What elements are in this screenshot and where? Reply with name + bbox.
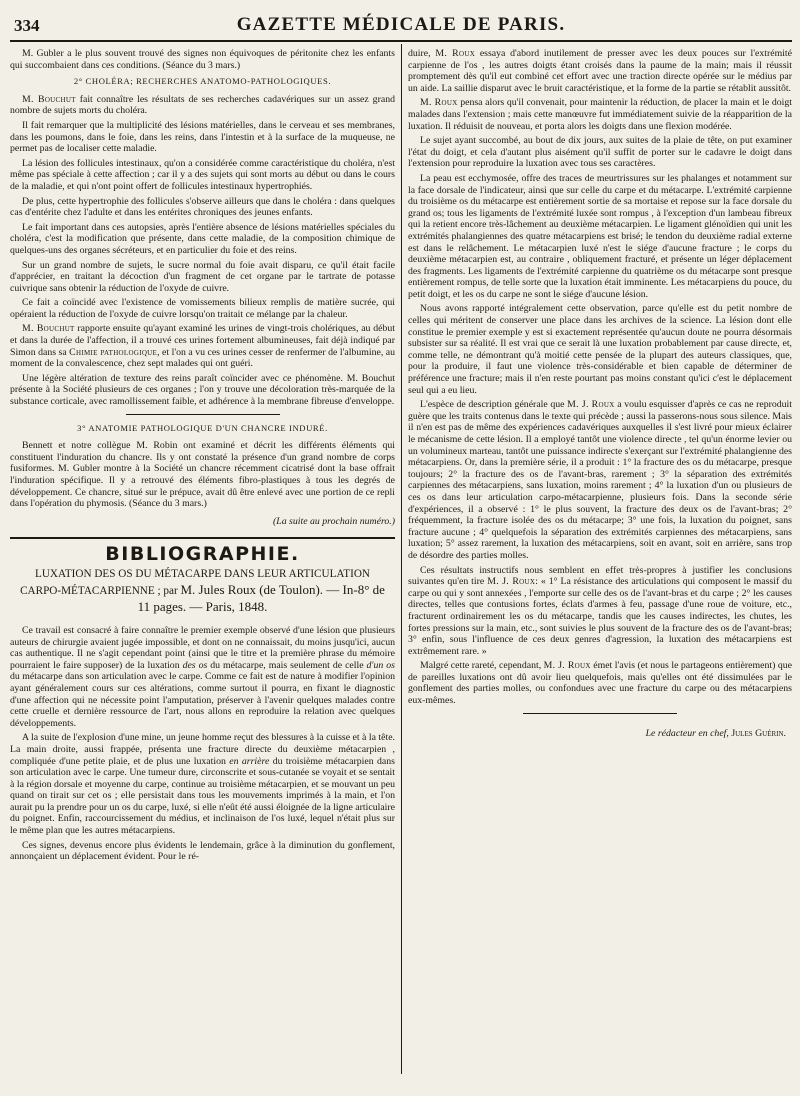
author-name: M. J. Roux (487, 576, 536, 588)
signature-role: Le rédacteur en chef, (645, 727, 729, 739)
author-name: M. J. Roux (567, 399, 615, 411)
header-rule (10, 40, 792, 42)
paragraph-text: pensa alors qu'il convenait, pour maintenir la réduction, de placer la main et le doigt malades dans l'extension ; mais cette manœuvre fut immédiatement suivie de la réapparition de la luxation. Il réduisit de nouveau, et porta alors les doigts dans une flexion modérée. (408, 97, 792, 132)
section-heading-chancre: 3° ANATOMIE PATHOLOGIQUE D'UN CHANCRE INDURÉ. (77, 422, 328, 433)
emphasis: en arrière (229, 755, 270, 767)
emphasis: d'un os (366, 659, 395, 671)
editor-signature (408, 728, 792, 740)
bibliography-heading: BIBLIOGRAPHIE. (105, 543, 300, 566)
paragraph: Ces signes, devenus encore plus évidents le lendemain, grâce à la diminution du gonflement, annonçaient un déplacement évident. Pour le ré- (10, 839, 395, 863)
author-name: M. Roux (435, 48, 476, 59)
left-column (10, 48, 395, 1088)
right-column (408, 48, 792, 1088)
paragraph: Une légère altération de texture des reins paraît coïncider avec ce phénomène. M. Bouchut présente à la Société plusieurs de ces organes ; l'on y trouve une décoloration très-marquée de la substance corticale, avec ramollissement faible, et adhérence à la membrane fibreuse d'enveloppe. (10, 372, 395, 408)
emphasis: des os (182, 659, 208, 671)
author-name: M. Bouchut (22, 323, 75, 335)
paragraph-text: A la suite de l'explosion d'une mine, un jeune homme reçut des blessures à la cuisse et à la tête. La main droite, aussi frappée, présenta une fracture directe du deuxième métacarpien , compliquée d'une petite plaie, et de plus une luxation (10, 732, 395, 767)
paragraph (408, 97, 792, 132)
page-number: 334 (14, 16, 40, 35)
author-name: M. Roux (420, 97, 458, 109)
paragraph-text: L'espèce de description générale que (420, 399, 568, 411)
paragraph (408, 660, 792, 706)
paragraph-text: Malgré cette rareté, cependant, (420, 660, 544, 672)
paragraph: La lésion des follicules intestinaux, qu'on a considérée comme caractéristique du choléra, n'est même pas spéciale à cette affection ; car il y a des sujets qui sont morts au début ou dans le cours de la maladie, et qui n'ont point offert de follicules intestinaux hypertrophiés. (10, 157, 395, 192)
paragraph-text: essaya d'abord inutilement de presser avec les deux pouces sur l'extrémité carpienne de l'os , les autres doigts étant croisés dans la paume de la main; mais il réussit promptement dès qu'il eut combiné cet effort avec une traction directe opérée sur le médius par un aide. La saillie disparut avec le bruit caractéristique, et la forme de la partie se rétablit aussitôt. (408, 48, 792, 94)
continued-note: (La suite au prochain numéro.) (273, 515, 395, 527)
paragraph-text: : « 1° La résistance des articulations qui composent le massif du carpe ou qui y sont annexées , l'emporte sur celle des os de l'avant-bras et du carpe ; 2° les causes directes, telles que contusions fortes, éclats d'armes à feu, passage d'une roue de voiture, etc., fracturent ordinairement les os du métacarpe, tandis que les causes indirectes, les chutes, les fortes pressions sur la main, etc., sont suivies le plus souvent de la fracture des os de l'avant-bras; 3° enfin, sous l'influence de ces deux genres d'agression, la luxation des métacarpiens est extrêmement rare. » (408, 576, 792, 657)
newspaper-page (10, 0, 792, 1096)
paragraph-text: émet l'avis (et nous le partageons entièrement) que de pareilles luxations ont dû avoir lieu quelquefois, mais qu'elles ont été dissimulées par le gonflement des parties molles, ou confondues avec une fracture du carpe ou des métacarpiens eux-mêmes. (408, 660, 792, 707)
paragraph-text: Ce travail est consacré à faire connaître le premier exemple observé d'une lésion que plusieurs auteurs de chirurgie avaient jugée impossible, et dont on ne connaissait, du moins jusqu'ici, aucun cas authentique. Il ne s'agit cependant point (ainsi que le titre et la première phrase du mémoire pourraient le faire supposer) de la luxation (10, 624, 395, 671)
paragraph: Sur un grand nombre de sujets, le sucre normal du foie avait disparu, ce qu'il était facile d'apprécier, en traitant la décoction d'un fragment de cet organe par le tartrate de potasse cuivrique sans obtenir la réduction de l'oxyde de cuivre. (10, 259, 395, 294)
paragraph: Nous avons rapporté intégralement cette observation, parce qu'elle est du petit nombre de celles qui méritent de conserver une place dans les archives de la science. La lésion dont elle constitue le premier exemple y est si exactement représentée qu'aucun doute ne pourra désormais subsister sur sa réalité. Il est vrai que ce serait là une luxation probablement par cause directe, et, comme telle, ne démontrant qu'à moitié cette pensée de la plupart des auteurs classiques, que, pour la produire, il faut une violence très-considérable et bien capable de déterminer de préférence une fracture; mais il n'en reste pourtant pas moins constant qu'ici c'est le déplacement seul qui a eu lieu. (408, 303, 792, 396)
paragraph: M. Gubler a le plus souvent trouvé des signes non équivoques de péritonite chez les enfants qui succombaient dans ces conditions. (Séance du 3 mars.) (10, 48, 395, 71)
paragraph: Bennett et notre collègue M. Robin ont examiné et décrit les différents éléments qui constituent l'induration du chancre. Ils y ont constaté la présence d'un grand nombre de corps fusiformes. M. Gubler montre à la Société un chancre récemment cicatrisé dont la base offrait l'induration spécifique. Il y a retrouvé des éléments fibro-plastiques à tous les degrés de développement. Ce chancre, situé sur le prépuce, avait dû être enlevé avec une portion de ce repli dans l'opération du phymosis. (Séance du 3 mars.) (10, 440, 395, 510)
paragraph-text: du métacarpe dans son articulation avec le carpe. Comme ce fait est de nature à modifier l'opinion ayant généralement cours sur ces altérations, comme surtout il pourra, en fixant le diagnostic d'une affection qui ne nécessite point l'amputation, préserver à l'avenir quelques malades contre cette cruelle et dernière ressource de l'art, nous allons en reproduire la relation avec quelques développements. (10, 671, 395, 729)
paragraph (408, 399, 792, 561)
book-title: Chimie pathologique (69, 346, 158, 358)
paragraph-text: duire, (408, 48, 436, 59)
column-divider (401, 44, 402, 1074)
paragraph (408, 565, 792, 658)
paragraph-text: fait connaître les résultats de ses recherches cadavériques sur un assez grand nombre de sujets morts du choléra. (10, 93, 395, 117)
paragraph: La peau est ecchymosée, offre des traces de meurtrissures sur les phalanges et notamment sur la face dorsale de l'indicateur, ainsi que sur celle du carpe et du métacarpe. L'extrémité carpienne du troisième os du métacarpe est entièrement sortie de sa mortaise et repose sur la face dorsale du grand os; tous les ligaments de l'extrémité luxée sont rompus , à l'exception d'un lambeau fibreux qui la retient encore très-lâchement au deuxième métacarpien. Le ligament glénoïdien qui unit les extrémités phalangiennes des quatre métacarpiens est brisé; le tendon du deuxième radial externe est dans le relâchement. Le métacarpien luxé n'est le siége d'aucune fracture ; le corps du deuxième métacarpien est, au contraire , obliquement fracturé, et présente un léger déplacement des fragments. Les ligaments de l'extrémité carpienne du quatrième os du métacarpe sont presque entièrement rompus, de telle sorte que la luxation était imminente. Les métacarpiens du pouce, du petit doigt, et les os du carpe ne sont le siége d'aucune lésion. (408, 172, 792, 300)
work-title-text: LUXATION DES OS DU MÉTACARPE DANS LEUR ARTICULATION CARPO-MÉTACARPIENNE ; par (20, 567, 370, 597)
paragraph (10, 323, 395, 369)
paragraph (10, 732, 395, 836)
section-separator (10, 537, 395, 539)
paragraph-text: , et l'on a vu ces urines cesser de renfermer de l'albumine, au moment de la convalescence, chez sept malades qui ont guéri. (10, 346, 395, 370)
paragraph (10, 625, 395, 729)
paragraph (408, 48, 792, 94)
paragraph: Ce fait a coïncidé avec l'existence de vomissements bilieux remplis de matière sucrée, qui opéraient la réduction de l'oxyde de cuivre lorsqu'on traitait ce mélange par la chaleur. (10, 297, 395, 320)
closing-rule (523, 713, 677, 714)
paragraph-text: Ces résultats instructifs nous semblent en effet très-propres à justifier les conclusions suivantes qu'en tire (408, 564, 792, 588)
work-author-text: M. Jules Roux (de Toulon). — In-8° de 11 pages. — Paris, 1848. (137, 581, 385, 614)
paragraph-text: du troisième métacarpien dans son articulation avec le carpe. Une tumeur dure, circonscrite et sous-cutanée se voyait et se sentait à la région dorsale et moyenne du carpe, continue au troisième métacarpien, et se mouvant un peu quand on tirait sur cet os ; elle persistait dans tous les mouvements imprimés à la main, et l'on aurait pu la prendre pour un os du carpe, luxé, si elle n'eût été aussi éloignée de la ligne articulaire du poignet. Enfin, raccourcissement du médius, et inclinaison de l'os luxé, lequel n'était plus sur le même plan que les autres métacarpiens. (10, 755, 395, 837)
paragraph: Il fait remarquer que la multiplicité des lésions matérielles, dans le cerveau et ses membranes, dans les poumons, dans le foie, dans les reins, dans l'intestin et à la surface de la muqueuse, ne permet pas de localiser cette maladie. (10, 119, 395, 155)
section-rule (126, 414, 280, 415)
paragraph-text: rapporte ensuite qu'ayant examiné les urines de vingt-trois cholériques, au début et dans la durée de l'affection, il a trouvé ces urines fortement albumineuses, fait déjà indiqué par Simon dans sa (10, 323, 395, 358)
author-name: M. J. Roux (543, 660, 591, 672)
signature-name: Jules Guérin. (731, 727, 786, 739)
author-name: M. Bouchut (22, 93, 76, 105)
paragraph-text: du métacarpe, mais seulement de celle (207, 659, 367, 671)
paragraph: De plus, cette hypertrophie des follicules s'observe ailleurs que dans le choléra : dans quelques cas d'entérite chez l'adulte et dans les entérites chroniques des jeunes enfants. (10, 195, 395, 219)
paragraph: Le sujet ayant succombé, au bout de dix jours, aux suites de la plaie de tête, on put examiner l'état du doigt, et cela d'autant plus aisément qu'il suffit de porter sur le cadavre le doigt dans l'extension pour reproduire la luxation avec tous ses caractères. (408, 135, 792, 170)
journal-title: GAZETTE MÉDICALE DE PARIS. (236, 14, 566, 35)
paragraph-text: a voulu esquisser d'après ce cas ne reproduit guère que les traits contenus dans le texte qui précède ; aussi la passerons-nous sous silence. Mais il n'en est pas de même des expériences cadavériques auxquelles il s'est livré pour mieux éclairer le mécanisme de cette lésion. Il a employé tantôt une violence directe , tel qu'un énorme levier ou un volumineux marteau, tantôt une puissance indirecte s'exerçant sur l'extrémité phalangienne des métacarpiens. Or, dans la première série, il a produit : 1° la fracture des os du métacarpe, presque toujours; 2° la fracture des os de l'avant-bras, rarement ; 3° la séparation des extrémités carpiennes des métacarpiens, sans luxation, moins rarement ; 4° la luxation d'un ou plusieurs de ces os dans leur articulation carpo-métacarpienne, plusieurs fois. Dans la seconde série d'expériences, il a observé : 1° le plus souvent, la fracture des deux os de l'avant-bras; 2° fréquemment, la fracture isolée des os du métacarpe; 3° une fois, la luxation du poignet, sans fracture aucune ; 4° quelquefois la séparation des extrémités carpiennes des métacarpiens, sans luxation; 5° assez rarement, la luxation des métacarpiens, soit en avant, soit en arrière, sans trop de désordre des parties molles. (408, 399, 792, 561)
page-header (10, 14, 792, 40)
section-heading-cholera: 2° CHOLÉRA; RECHERCHES ANATOMO-PATHOLOGIQUES. (73, 76, 332, 87)
paragraph (10, 94, 395, 117)
reviewed-work-title (16, 567, 389, 616)
paragraph: Le fait important dans ces autopsies, après l'entière absence de lésions matérielles spéciales du choléra, c'est la modification que présente, dans cette maladie, de la composition chimique de quelques-uns des organes sécréteurs, et en particulier du foie et des reins. (10, 221, 395, 256)
